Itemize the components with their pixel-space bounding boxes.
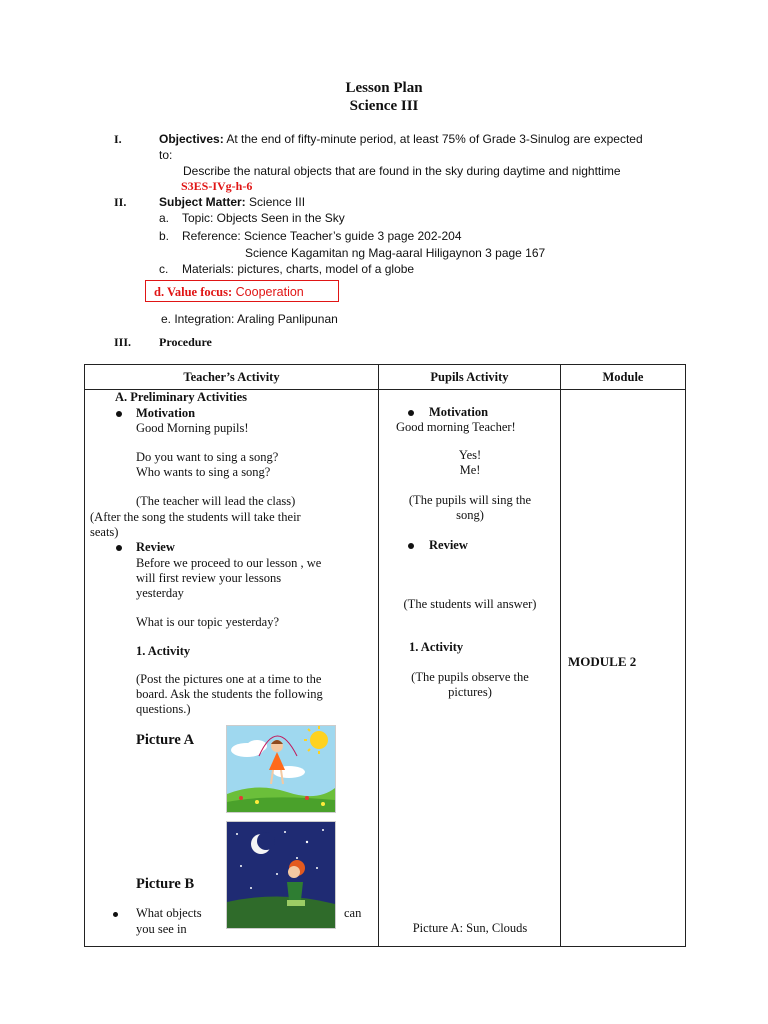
header-pupils: Pupils Activity [379,365,561,390]
teacher-what-can: can [344,906,362,920]
pupils-picture-answer: Picture A: Sun, Clouds [412,921,528,935]
value-focus-text: Cooperation [235,285,304,299]
teacher-activity: 1. Activity [136,644,191,658]
bullet-icon [116,411,122,417]
picture-b-label: Picture B [136,876,195,892]
teacher-rev-3: yesterday [136,586,184,600]
subject-label: Subject Matter: [159,195,246,209]
teacher-motivation: Motivation [136,406,196,420]
materials-marker: c. [159,262,169,276]
value-focus-label: d. Value focus: [154,285,233,299]
materials: Materials: pictures, charts, model of a globe [182,262,415,276]
topic-marker: a. [159,211,170,225]
teacher-cell [85,390,379,947]
integration: e. Integration: Araling Panlipunan [161,312,338,326]
pupils-me: Me! [459,463,481,477]
subject-line [159,195,305,209]
pupils-review: Review [429,538,468,552]
objectives-describe: Describe the natural objects that are found in the sky during daytime and nighttime [183,164,621,178]
pupils-greet: Good morning Teacher! [396,420,516,434]
value-focus-box [145,280,339,302]
competency-code: S3ES-IVg-h-6 [181,179,253,193]
teacher-greet: Good Morning pupils! [136,421,249,435]
module-label: MODULE 2 [568,654,637,669]
reference-marker: b. [159,229,170,243]
table-header-row [85,365,686,390]
objectives-text-cont: to: [159,148,173,162]
prelim-heading: A. Preliminary Activities [115,390,248,404]
teacher-rev-1: Before we proceed to our lesson , we [136,556,322,570]
teacher-review: Review [136,540,175,554]
teacher-what-2: you see in [136,922,187,936]
pupils-observe-1: (The pupils observe the [411,670,529,684]
module-cell [561,390,686,947]
subject-value: Science III [249,195,306,209]
picture-b-image [226,821,336,929]
bullet-icon [113,912,118,917]
bullet-icon [408,410,414,416]
daytime-illustration [227,726,335,812]
teacher-post-3: questions.) [136,702,191,716]
page-title: Lesson Plan [345,80,423,96]
teacher-q1: Do you want to sing a song? [136,450,279,464]
picture-a-label: Picture A [136,732,195,748]
teacher-rev-2: will first review your lessons [136,571,282,585]
bullet-icon [408,543,414,549]
procedure-number: III. [114,335,132,349]
table-row [85,390,686,947]
nighttime-illustration [227,822,335,928]
pupils-yes: Yes! [458,448,482,462]
objectives-text: At the end of fifty-minute period, at least 75% of Grade 3-Sinulog are expected [226,132,643,146]
reference: Reference: Science Teacher’s guide 3 page 202-204 [182,229,462,243]
pupils-cell [379,390,561,947]
page-subtitle: Science III [349,98,419,114]
teacher-lead: (The teacher will lead the class) [136,494,296,508]
picture-a-image [226,725,336,813]
objectives-line [159,132,643,146]
reference-2: Science Kagamitan ng Mag-aaral Hiligaynon 3 page 167 [245,246,546,260]
topic: Topic: Objects Seen in the Sky [182,211,345,225]
header-module: Module [561,365,686,390]
header-teacher: Teacher’s Activity [85,365,379,390]
pupils-observe-2: pictures) [448,685,492,699]
pupils-motivation: Motivation [429,405,489,419]
bullet-icon [116,545,122,551]
pupils-sing-2: song) [456,508,484,522]
teacher-after-2: seats) [90,525,119,539]
pupils-answer: (The students will answer) [403,597,537,611]
teacher-post-2: board. Ask the students the following [136,687,323,701]
objectives-label: Objectives: [159,132,224,146]
subject-number: II. [114,195,127,209]
objectives-number: I. [114,132,122,146]
teacher-post-1: (Post the pictures one at a time to the [136,672,322,686]
pupils-sing-1: (The pupils will sing the [408,493,532,507]
teacher-q2: Who wants to sing a song? [136,465,271,479]
teacher-what-1: What objects [136,906,202,920]
procedure-table [84,364,686,947]
teacher-topic-question: What is our topic yesterday? [136,615,280,629]
procedure-label: Procedure [159,335,212,349]
teacher-after-1: (After the song the students will take their [90,510,301,524]
pupils-activity: 1. Activity [409,640,464,654]
